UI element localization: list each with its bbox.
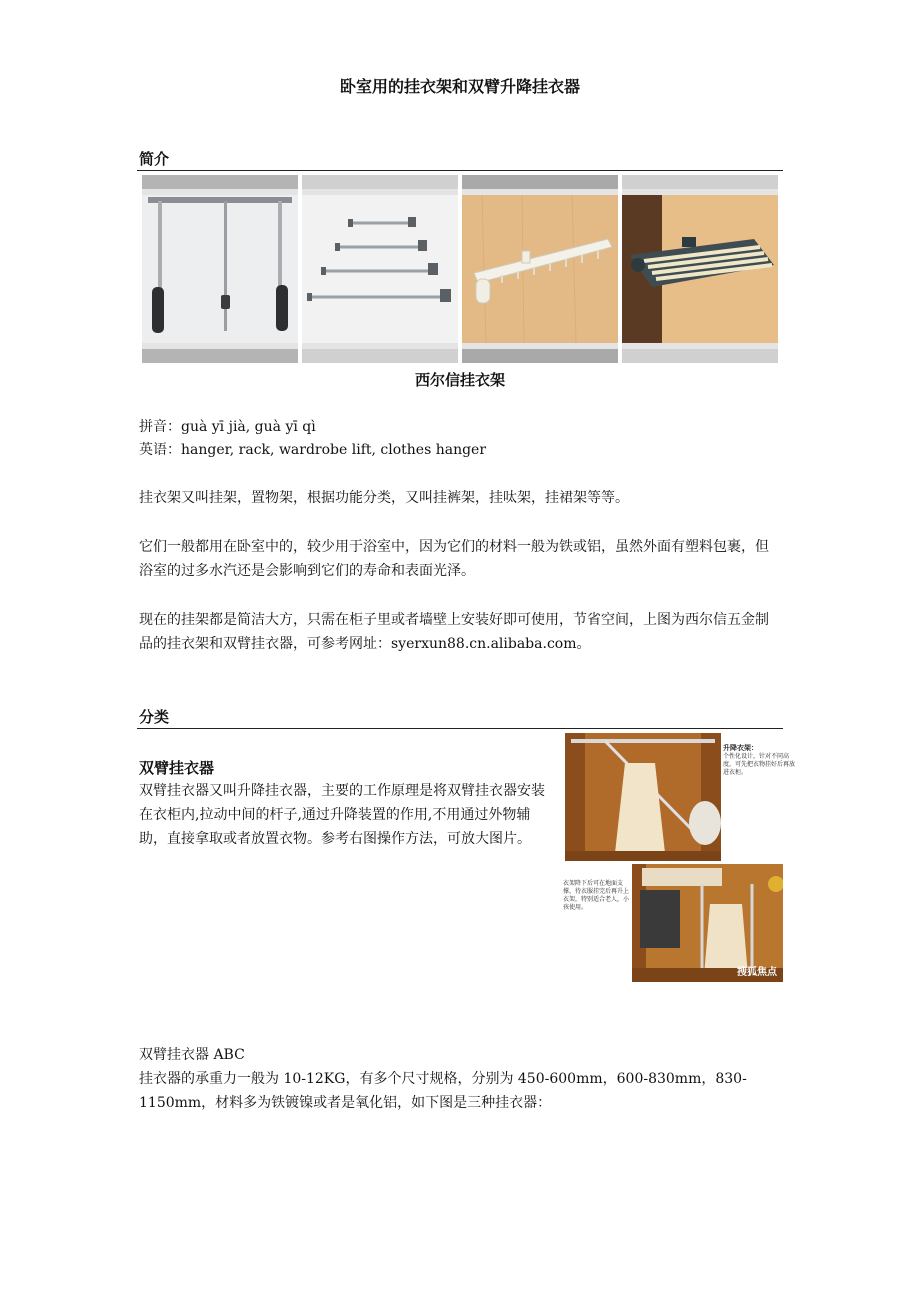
wardrobe-photo-bottom [632, 864, 783, 982]
product-image-strip [142, 175, 778, 363]
classification-paragraph: 双臂挂衣器又叫升降挂衣器，主要的工作原理是将双臂挂衣器安装在衣柜内,拉动中间的杆子,通过升降装置的作用,不用通过外物辅助，直接拿取或者放置衣物。参考右图操作方法，可放大图片。 [139, 783, 545, 847]
pinyin-line: 拼音：guà yī jià, guà yī qì [139, 419, 316, 435]
product-photo-pants-rack [622, 175, 778, 363]
section-heading-classification: 分类 [139, 708, 170, 726]
product-photo-rails [302, 175, 458, 363]
photo-note-top [723, 744, 795, 777]
abc-line-1: 双臂挂衣器 ABC [139, 1047, 245, 1063]
section-divider [137, 170, 783, 171]
photo-note-top-body: 个性化设计，针对不同高度，可先把衣物挂好后再放进衣柜。 [723, 753, 796, 776]
document-title: 卧室用的挂衣架和双臂升降挂衣器 [339, 77, 580, 96]
photo-note-top-title: 升降衣架： [723, 744, 758, 752]
wardrobe-photo-top [565, 733, 721, 861]
intro-paragraph-1: 挂衣架又叫挂架，置物架，根据功能分类，又叫挂裤架，挂呔架，挂裙架等等。 [139, 490, 629, 506]
photo-note-bottom: 衣架降下后可在地面支撑，待衣服挂完后再升上衣架，特别适合老人，小孩使用。 [563, 880, 630, 911]
product-photo-tie-rack [462, 175, 618, 363]
figure-caption: 西尔信挂衣架 [414, 371, 505, 389]
section-heading-intro: 简介 [139, 150, 170, 168]
intro-paragraph-3: 现在的挂架都是简洁大方，只需在柜子里或者墙壁上安装好即可使用，节省空间，上图为西尔信五金制品的挂衣架和双臂挂衣器，可参考网址：syerxun88.cn.alibaba.com。 [139, 612, 769, 652]
section-divider [137, 728, 783, 729]
photo-watermark: 搜狐焦点 [737, 967, 777, 978]
subheading-double-arm: 双臂挂衣器 [139, 759, 215, 777]
product-photo-lift [142, 175, 298, 363]
intro-paragraph-2: 它们一般都用在卧室中的，较少用于浴室中，因为它们的材料一般为铁或铝，虽然外面有塑料包裹，但浴室的过多水汽还是会影响到它们的寿命和表面光泽。 [139, 539, 769, 579]
english-line: 英语：hanger, rack, wardrobe lift, clothes hanger [139, 442, 487, 458]
abc-line-2: 挂衣器的承重力一般为 10-12KG，有多个尺寸规格，分别为 450-600mm，600-830mm，830-1150mm，材料多为铁镀镍或者是氧化铝，如下图是三种挂衣器： [139, 1071, 747, 1111]
